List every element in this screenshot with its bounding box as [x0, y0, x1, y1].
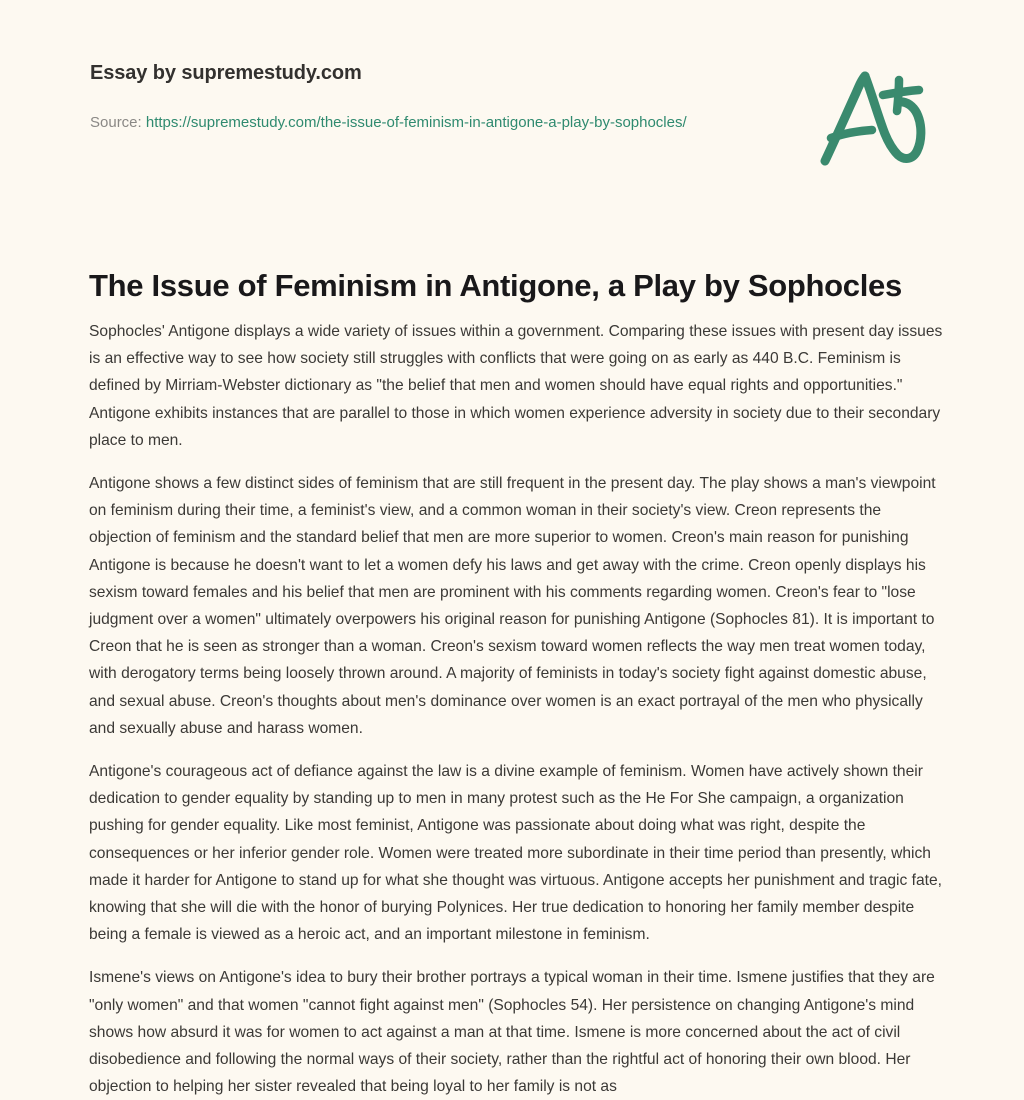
- essay-paragraph: Ismene's views on Antigone's idea to bury their brother portrays a typical woman in their time. Ismene justifies that they are "only women" and that women "cannot fight against men" (Sophocles 54). Her persistence on changing Antigone's mind shows how absurd it was for women to act against a man at that time. Ismene is more concerned about the act of civil disobedience and following the normal ways of their society, rather than the rightful act of honoring their own blood. Her objection to helping her sister revealed that being loyal to her family is not as: [89, 969, 935, 1096]
- essay-body: [89, 318, 945, 1100]
- site-logo[interactable]: [812, 62, 942, 174]
- essay-byline: Essay by supremestudy.com: [90, 62, 362, 84]
- source-url-link[interactable]: https://supremestudy.com/the-issue-of-feminism-in-antigone-a-play-by-sophocles/: [145, 114, 687, 131]
- source-line: [90, 110, 710, 135]
- essay-paragraph: Antigone's courageous act of defiance against the law is a divine example of feminism. Women have actively shown their dedication to gender equality by standing up to men in many protest such as the He For She campaign, a organization pushing for gender equality. Like most feminist, Antigone was passionate about doing what was right, despite the consequences or her inferior gender role. Women were treated more subordinate in their time period than presently, which made it harder for Antigone to stand up for what she thought was virtuous. Antigone accepts her punishment and tragic fate, knowing that she will die with the honor of burying Polynices. Her true dedication to honoring her family member despite being a female is viewed as a heroic act, and an important milestone in feminism.: [89, 763, 942, 944]
- a-plus-logo-icon: [812, 62, 942, 174]
- source-label: Source:: [90, 114, 142, 131]
- page-title: The Issue of Feminism in Antigone, a Play by Sophocles: [89, 267, 902, 303]
- page-header: [0, 0, 1024, 200]
- essay-paragraph: Antigone shows a few distinct sides of feminism that are still frequent in the present day. The play shows a man's viewpoint on feminism during their time, a feminist's view, and a common woman in their society's view. Creon represents the objection of feminism and the standard belief that men are more superior to women. Creon's main reason for punishing Antigone is because he doesn't want to let a women defy his laws and get away with the crime. Creon openly displays his sexism toward females and his belief that men are prominent with his comments regarding women. Creon's fear to "lose judgment over a women" ultimately overpowers his original reason for punishing Antigone (Sophocles 81). It is important to Creon that he is seen as stronger than a woman. Creon's sexism toward women reflects the way men treat women today, with derogatory terms being loosely thrown around. A majority of feminists in today's society fight against domestic abuse, and sexual abuse. Creon's thoughts about men's dominance over women is an exact portrayal of the men who physically and sexually abuse and harass women.: [89, 475, 936, 737]
- essay-paragraph: Sophocles' Antigone displays a wide variety of issues within a government. Comparing these issues with present day issues is an effective way to see how society still struggles with conflicts that were going on as early as 440 B.C. Feminism is defined by Mirriam-Webster dictionary as "the belief that men and women should have equal rights and opportunities." Antigone exhibits instances that are parallel to those in which women experience adversity in society due to their secondary place to men.: [89, 323, 943, 449]
